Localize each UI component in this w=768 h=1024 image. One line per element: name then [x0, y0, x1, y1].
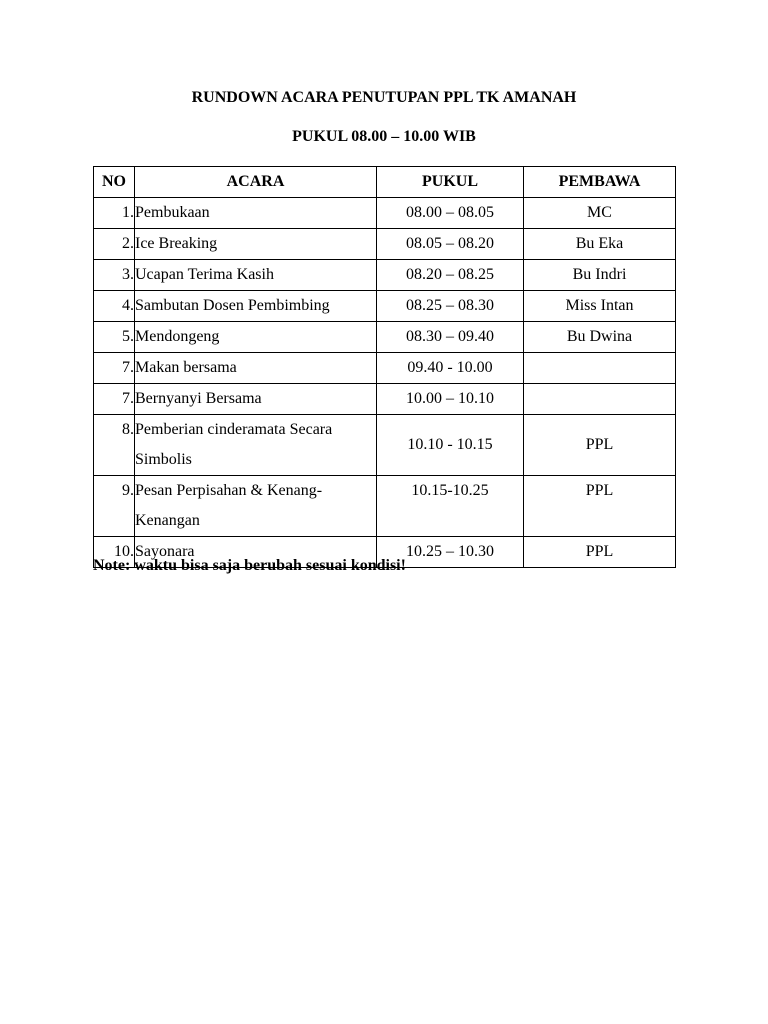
cell-acara: Pesan Perpisahan & Kenang-Kenangan [135, 476, 377, 537]
cell-pembawa: MC [524, 198, 676, 229]
cell-pukul: 10.00 – 10.10 [377, 384, 524, 415]
cell-acara: Sayonara [135, 537, 377, 568]
cell-acara: Pembukaan [135, 198, 377, 229]
cell-pembawa: Bu Dwina [524, 322, 676, 353]
cell-pembawa: PPL [524, 476, 676, 537]
cell-acara: Ice Breaking [135, 229, 377, 260]
table-row [94, 384, 676, 415]
cell-acara: Makan bersama [135, 353, 377, 384]
cell-no: 3. [94, 260, 135, 291]
table-header-row [94, 167, 676, 198]
cell-pukul: 10.10 - 10.15 [377, 415, 524, 476]
table-row [94, 353, 676, 384]
note-text: Note: waktu bisa saja berubah sesuai kondisi! [93, 557, 406, 574]
table-row [94, 229, 676, 260]
table-row [94, 415, 676, 476]
cell-pukul: 08.00 – 08.05 [377, 198, 524, 229]
cell-no: 8. [94, 415, 135, 476]
cell-pembawa [524, 384, 676, 415]
rundown-table [93, 166, 676, 568]
cell-acara: Pemberian cinderamata Secara Simbolis [135, 415, 377, 476]
cell-acara: Ucapan Terima Kasih [135, 260, 377, 291]
table-row [94, 291, 676, 322]
cell-no: 9. [94, 476, 135, 537]
table-row [94, 260, 676, 291]
cell-acara: Bernyanyi Bersama [135, 384, 377, 415]
cell-pembawa [524, 353, 676, 384]
cell-pukul: 10.15-10.25 [377, 476, 524, 537]
header-no: NO [94, 167, 135, 198]
table-row [94, 476, 676, 537]
cell-pukul: 08.30 – 09.40 [377, 322, 524, 353]
cell-pukul: 08.25 – 08.30 [377, 291, 524, 322]
document-title: RUNDOWN ACARA PENUTUPAN PPL TK AMANAH [191, 89, 577, 106]
cell-no: 5. [94, 322, 135, 353]
header-pukul: PUKUL [377, 167, 524, 198]
cell-no: 2. [94, 229, 135, 260]
cell-no: 7. [94, 353, 135, 384]
cell-no: 4. [94, 291, 135, 322]
cell-pukul: 08.20 – 08.25 [377, 260, 524, 291]
cell-pembawa: Miss Intan [524, 291, 676, 322]
cell-no: 1. [94, 198, 135, 229]
table-row [94, 198, 676, 229]
cell-acara: Sambutan Dosen Pembimbing [135, 291, 377, 322]
cell-pukul: 08.05 – 08.20 [377, 229, 524, 260]
cell-pukul: 10.25 – 10.30 [377, 537, 524, 568]
cell-pembawa: PPL [524, 537, 676, 568]
header-pembawa: PEMBAWA [524, 167, 676, 198]
cell-pukul: 09.40 - 10.00 [377, 353, 524, 384]
cell-acara: Mendongeng [135, 322, 377, 353]
cell-no: 10. [94, 537, 135, 568]
document-subtitle: PUKUL 08.00 – 10.00 WIB [292, 128, 476, 145]
cell-pembawa: Bu Eka [524, 229, 676, 260]
table-row [94, 322, 676, 353]
cell-no: 7. [94, 384, 135, 415]
cell-pembawa: PPL [524, 415, 676, 476]
cell-pembawa: Bu Indri [524, 260, 676, 291]
header-acara: ACARA [135, 167, 377, 198]
